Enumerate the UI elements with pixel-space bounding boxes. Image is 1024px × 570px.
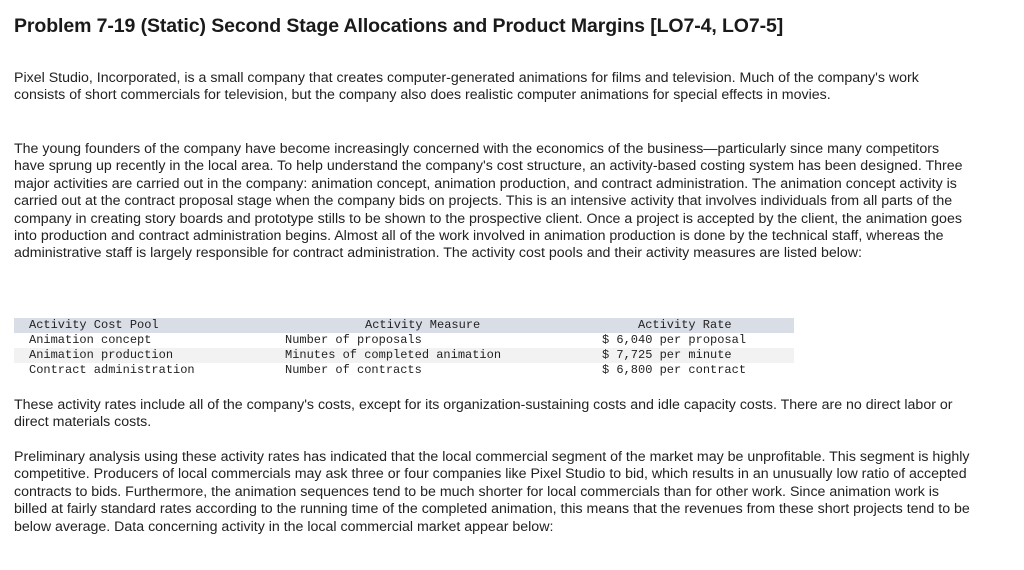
header-activity-rate: Activity Rate bbox=[638, 318, 732, 332]
cost-pool-cell: Animation concept bbox=[29, 333, 152, 347]
cost-pool-cell: Animation production bbox=[29, 348, 174, 362]
activity-rate-table bbox=[14, 318, 794, 378]
background-paragraph: The young founders of the company have become increasingly concerned with the economics of the business—particularly since many competitors have sprung up recently in the local area. To help understand the company's cost structure, an activity-based costing system has been designed. Three major activities are carried out in the company: animation concept, animation production, and contract administration. The animation concept activity is carried out at the contract proposal stage when the company bids on projects. This is an intensive activity that involves individuals from all parts of the company in creating story boards and prototype stills to be shown to the prospective client. Once a project is accepted by the client, the animation goes into production and contract administration begins. Almost all of the work involved in animation production is done by the technical staff, whereas the administrative staff is largely responsible for contract administration. The activity cost pools and their activity measures are listed below: bbox=[14, 141, 963, 262]
activity-measure-cell: Number of proposals bbox=[285, 333, 422, 347]
table-row bbox=[14, 363, 794, 378]
activity-rate-cell: $ 6,040 per proposal bbox=[602, 333, 747, 347]
activity-rate-cell: $ 7,725 per minute bbox=[602, 348, 732, 362]
table-row bbox=[14, 348, 794, 363]
activity-rate-cell: $ 6,800 per contract bbox=[602, 363, 747, 377]
cost-note-paragraph: These activity rates include all of the company's costs, except for its organization-sustaining costs and idle capacity costs. There are no direct labor or direct materials costs. bbox=[14, 397, 953, 431]
analysis-paragraph: Preliminary analysis using these activity rates has indicated that the local commercial segment of the market may be unprofitable. This segment is highly competitive. Producers of local commercials may ask three or four companies like Pixel Studio to bid, which results in an unusually low ratio of accepted contracts to bids. Furthermore, the animation sequences tend to be much shorter for local commercials than for other work. Since animation work is billed at fairly standard rates according to the running time of the completed animation, this means that the revenues from these short projects tend to be below average. Data concerning activity in the local commercial market appear below: bbox=[14, 449, 970, 535]
activity-measure-cell: Number of contracts bbox=[285, 363, 422, 377]
cost-pool-cell: Contract administration bbox=[29, 363, 195, 377]
table-header-row bbox=[14, 318, 794, 333]
activity-measure-cell: Minutes of completed animation bbox=[285, 348, 502, 362]
header-activity-cost-pool: Activity Cost Pool bbox=[29, 318, 159, 332]
problem-title: Problem 7-19 (Static) Second Stage Allocations and Product Margins [LO7-4, LO7-5] bbox=[14, 15, 784, 37]
header-activity-measure: Activity Measure bbox=[365, 318, 481, 332]
table-row bbox=[14, 333, 794, 348]
intro-paragraph: Pixel Studio, Incorporated, is a small company that creates computer-generated animations for films and television. Much of the company's work consists of short commercials for television, but the company also does realistic computer animations for special effects in movies. bbox=[14, 70, 919, 104]
